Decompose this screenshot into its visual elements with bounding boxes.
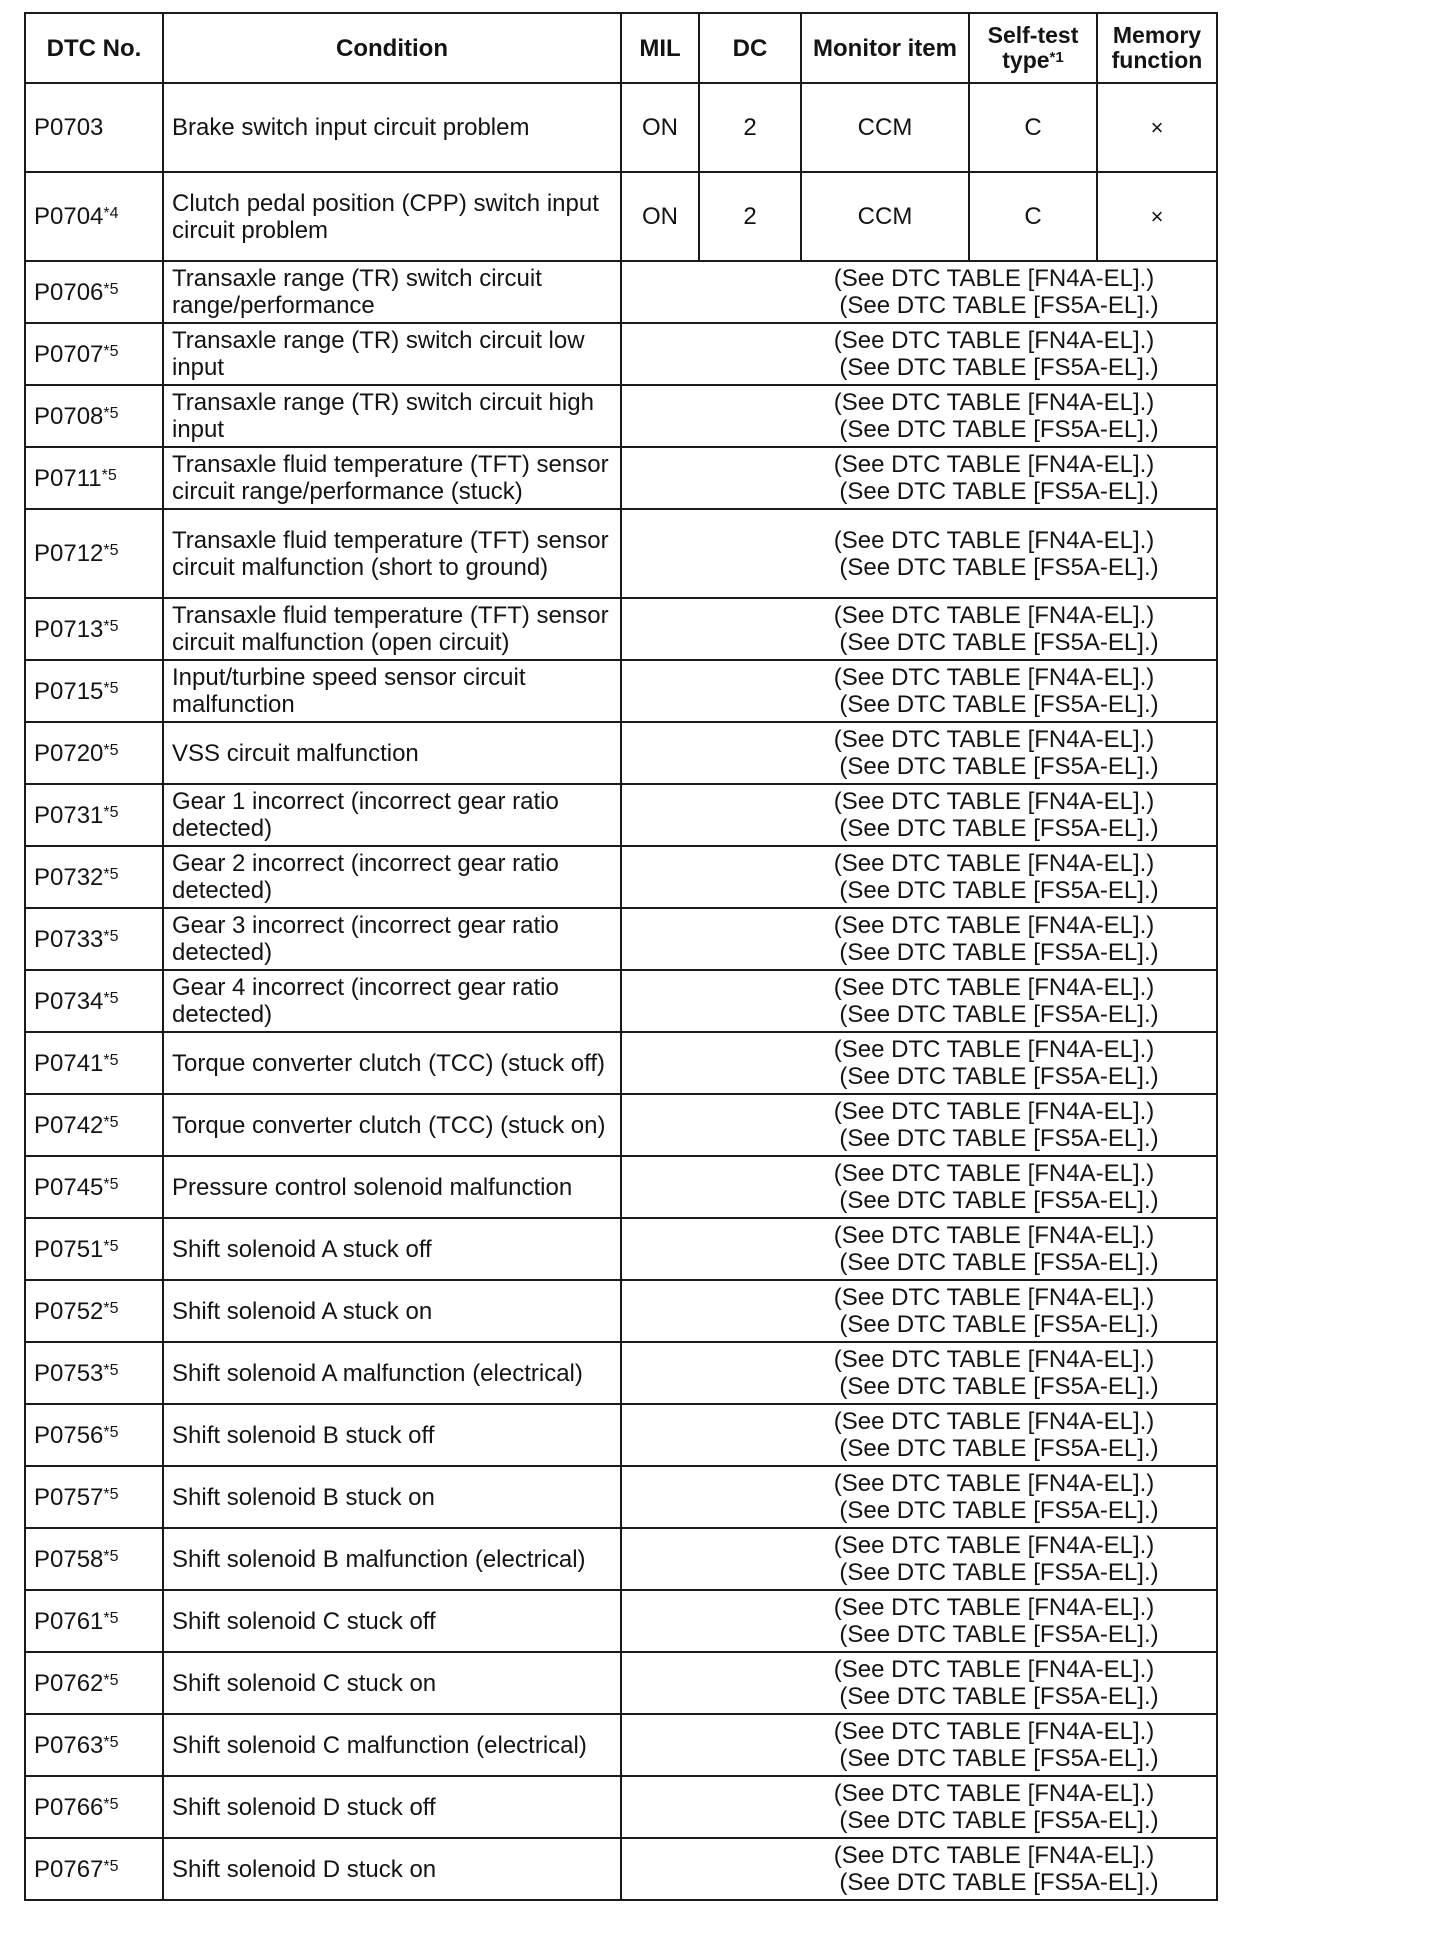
see-reference-cell [621,722,1217,784]
condition-cell: Transaxle fluid temperature (TFT) sensor circuit range/performance (stuck) [163,447,621,509]
dtc-code-text: P0756 [34,1421,104,1449]
dtc-code [25,722,163,784]
dtc-table [24,12,1218,1901]
see-reference-fn4a: (See DTC TABLE [FN4A-EL].) [833,1346,1155,1373]
see-reference-cell [621,660,1217,722]
table-row [25,261,1217,323]
dtc-code [25,970,163,1032]
see-reference-fs5a: (See DTC TABLE [FS5A-EL].) [839,1869,1159,1896]
dtc-footnote: *5 [103,1237,119,1255]
see-reference-cell [621,1218,1217,1280]
dtc-code [25,261,163,323]
dtc-footnote: *5 [103,865,119,883]
see-reference-cell [621,509,1217,598]
condition-cell: Shift solenoid A stuck off [163,1218,621,1280]
condition-cell: Shift solenoid C stuck on [163,1652,621,1714]
dtc-code [25,1714,163,1776]
see-reference-fs5a: (See DTC TABLE [FS5A-EL].) [839,1063,1159,1090]
condition-cell: Torque converter clutch (TCC) (stuck on) [163,1094,621,1156]
table-row [25,1590,1217,1652]
memory-function-cell: × [1097,172,1217,261]
header-row [25,13,1217,83]
condition-cell: Shift solenoid A malfunction (electrical) [163,1342,621,1404]
dtc-code [25,1652,163,1714]
see-reference-fs5a: (See DTC TABLE [FS5A-EL].) [839,1497,1159,1524]
see-reference-cell [621,1466,1217,1528]
see-reference-fn4a: (See DTC TABLE [FN4A-EL].) [833,974,1155,1001]
condition-cell: Input/turbine speed sensor circuit malfunction [163,660,621,722]
self-test-type-cell: C [969,172,1097,261]
dtc-code [25,1218,163,1280]
see-reference-fn4a: (See DTC TABLE [FN4A-EL].) [833,788,1155,815]
dtc-code-text: P0763 [34,1731,104,1759]
see-reference-fs5a: (See DTC TABLE [FS5A-EL].) [839,1249,1159,1276]
see-reference-fn4a: (See DTC TABLE [FN4A-EL].) [833,1842,1155,1869]
see-reference-cell [621,784,1217,846]
condition-cell: Shift solenoid B stuck off [163,1404,621,1466]
dtc-code [25,509,163,598]
condition-cell: Shift solenoid D stuck on [163,1838,621,1900]
dtc-code [25,1342,163,1404]
see-reference-fs5a: (See DTC TABLE [FS5A-EL].) [839,1373,1159,1400]
see-reference-fn4a: (See DTC TABLE [FN4A-EL].) [833,451,1155,478]
see-reference-cell [621,1280,1217,1342]
see-reference-fn4a: (See DTC TABLE [FN4A-EL].) [833,726,1155,753]
see-reference-fs5a: (See DTC TABLE [FS5A-EL].) [839,939,1159,966]
dtc-footnote: *5 [103,542,119,559]
table-row [25,908,1217,970]
table-row [25,1094,1217,1156]
table-row [25,1218,1217,1280]
header-self-test-note: *1 [1049,49,1064,66]
dtc-code [25,846,163,908]
dtc-footnote: *5 [103,1857,119,1875]
see-reference-fs5a: (See DTC TABLE [FS5A-EL].) [839,1621,1159,1648]
self-test-type-cell: C [969,83,1097,172]
dtc-code-text: P0753 [34,1359,104,1387]
see-reference-fs5a: (See DTC TABLE [FS5A-EL].) [839,1001,1159,1028]
header-condition: Condition [163,13,621,83]
table-header [25,13,1217,83]
dtc-code-text: P0704 [34,203,104,230]
see-reference-fn4a: (See DTC TABLE [FN4A-EL].) [833,1408,1155,1435]
see-reference-fn4a: (See DTC TABLE [FN4A-EL].) [833,327,1155,354]
dtc-footnote: *5 [103,1361,119,1379]
see-reference-cell [621,447,1217,509]
dtc-code-text: P0706 [34,278,104,306]
header-dtc-no: DTC No. [25,13,163,83]
see-reference-cell [621,1714,1217,1776]
see-reference-fn4a: (See DTC TABLE [FN4A-EL].) [833,1160,1155,1187]
condition-cell: Pressure control solenoid malfunction [163,1156,621,1218]
see-reference-fs5a: (See DTC TABLE [FS5A-EL].) [839,553,1159,581]
condition-cell: Gear 3 incorrect (incorrect gear ratio detected) [163,908,621,970]
table-row [25,1342,1217,1404]
condition-cell: Brake switch input circuit problem [163,83,621,172]
dtc-code-text: P0757 [34,1483,104,1511]
dtc-code [25,1776,163,1838]
table-row [25,1280,1217,1342]
dtc-code-text: P0742 [34,1111,104,1139]
memory-function-cell: × [1097,83,1217,172]
table-row [25,970,1217,1032]
dtc-code [25,1094,163,1156]
condition-cell: Shift solenoid B stuck on [163,1466,621,1528]
table-row [25,722,1217,784]
table-row [25,1528,1217,1590]
see-reference-cell [621,1528,1217,1590]
header-self-test-line1: Self-test [987,22,1079,48]
see-reference-cell [621,1590,1217,1652]
dtc-footnote: *5 [103,1547,119,1565]
dtc-code [25,598,163,660]
table-row [25,846,1217,908]
see-reference-fs5a: (See DTC TABLE [FS5A-EL].) [839,1559,1159,1586]
dtc-footnote: *5 [103,1299,119,1317]
header-dc: DC [699,13,801,83]
dtc-code [25,660,163,722]
see-reference-fn4a: (See DTC TABLE [FN4A-EL].) [833,912,1155,939]
see-reference-fn4a: (See DTC TABLE [FN4A-EL].) [833,1036,1155,1063]
table-row [25,385,1217,447]
see-reference-cell [621,385,1217,447]
dtc-code-text: P0745 [34,1173,104,1201]
condition-cell: Transaxle fluid temperature (TFT) sensor circuit malfunction (open circuit) [163,598,621,660]
header-memory-function [1097,13,1217,83]
see-reference-fs5a: (See DTC TABLE [FS5A-EL].) [839,1435,1159,1462]
dtc-code [25,385,163,447]
see-reference-cell [621,1404,1217,1466]
see-reference-cell [621,261,1217,323]
header-memory-line2: function [1111,47,1203,73]
dtc-footnote: *5 [103,342,119,360]
table-row [25,1466,1217,1528]
dtc-code [25,1280,163,1342]
dtc-footnote: *5 [101,466,117,484]
dtc-footnote: *5 [103,989,119,1007]
dtc-footnote: *5 [103,1113,119,1131]
header-self-test-type [969,13,1097,83]
see-reference-fs5a: (See DTC TABLE [FS5A-EL].) [839,1745,1159,1772]
dtc-code [25,1032,163,1094]
see-reference-fn4a: (See DTC TABLE [FN4A-EL].) [833,664,1155,691]
see-reference-cell [621,970,1217,1032]
see-reference-fs5a: (See DTC TABLE [FS5A-EL].) [839,416,1159,443]
table-row [25,323,1217,385]
see-reference-cell [621,908,1217,970]
dtc-footnote: *5 [103,1423,119,1441]
dtc-footnote: *4 [103,205,119,222]
table-row [25,509,1217,598]
condition-cell: Shift solenoid A stuck on [163,1280,621,1342]
dtc-code-text: P0715 [34,677,104,705]
see-reference-cell [621,846,1217,908]
dtc-code-text: P0713 [34,615,104,643]
dtc-code-text: P0733 [34,925,104,953]
condition-cell: Transaxle range (TR) switch circuit high input [163,385,621,447]
dtc-footnote: *5 [103,1175,119,1193]
dtc-code-text: P0711 [34,464,102,492]
see-reference-fs5a: (See DTC TABLE [FS5A-EL].) [839,1125,1159,1152]
dtc-code-text: P0734 [34,987,104,1015]
condition-cell: Transaxle range (TR) switch circuit range/performance [163,261,621,323]
see-reference-fn4a: (See DTC TABLE [FN4A-EL].) [833,1594,1155,1621]
table-row [25,660,1217,722]
condition-cell: Gear 1 incorrect (incorrect gear ratio detected) [163,784,621,846]
see-reference-cell [621,323,1217,385]
table-row [25,1404,1217,1466]
see-reference-fn4a: (See DTC TABLE [FN4A-EL].) [833,1470,1155,1497]
see-reference-cell [621,1652,1217,1714]
see-reference-cell [621,598,1217,660]
table-body [25,83,1217,1900]
dtc-code [25,172,163,261]
dtc-code [25,1528,163,1590]
mil-cell: ON [621,172,699,261]
see-reference-cell [621,1032,1217,1094]
header-monitor-item: Monitor item [801,13,969,83]
see-reference-fs5a: (See DTC TABLE [FS5A-EL].) [839,1683,1159,1710]
see-reference-fn4a: (See DTC TABLE [FN4A-EL].) [833,1780,1155,1807]
dtc-footnote: *5 [103,1051,119,1069]
see-reference-cell [621,1838,1217,1900]
dtc-footnote: *5 [103,617,119,635]
condition-cell: Shift solenoid C stuck off [163,1590,621,1652]
dtc-code [25,1156,163,1218]
dtc-code-text: P0741 [34,1049,104,1077]
see-reference-cell [621,1156,1217,1218]
see-reference-fn4a: (See DTC TABLE [FN4A-EL].) [833,1284,1155,1311]
dc-cell: 2 [699,172,801,261]
see-reference-fn4a: (See DTC TABLE [FN4A-EL].) [833,850,1155,877]
table-row [25,83,1217,172]
dtc-code [25,83,163,172]
see-reference-cell [621,1342,1217,1404]
condition-cell: Shift solenoid D stuck off [163,1776,621,1838]
see-reference-fs5a: (See DTC TABLE [FS5A-EL].) [839,1807,1159,1834]
dtc-code-text: P0761 [34,1607,104,1635]
condition-cell: Gear 4 incorrect (incorrect gear ratio detected) [163,970,621,1032]
header-self-test-line2: type [1002,47,1050,73]
see-reference-fn4a: (See DTC TABLE [FN4A-EL].) [833,1098,1155,1125]
table-row [25,598,1217,660]
condition-cell: Transaxle range (TR) switch circuit low input [163,323,621,385]
dtc-code [25,908,163,970]
dtc-code-text: P0707 [34,340,104,368]
condition-cell: Transaxle fluid temperature (TFT) sensor circuit malfunction (short to ground) [163,509,621,598]
dtc-code-text: P0720 [34,739,104,767]
see-reference-fs5a: (See DTC TABLE [FS5A-EL].) [839,691,1159,718]
see-reference-cell [621,1094,1217,1156]
dtc-code [25,447,163,509]
see-reference-fs5a: (See DTC TABLE [FS5A-EL].) [839,354,1159,381]
dtc-code-text: P0751 [34,1235,104,1263]
header-memory-line1: Memory [1112,22,1202,48]
see-reference-fs5a: (See DTC TABLE [FS5A-EL].) [839,292,1159,319]
table-row [25,447,1217,509]
condition-cell: Shift solenoid B malfunction (electrical) [163,1528,621,1590]
table-row [25,172,1217,261]
dtc-code [25,1404,163,1466]
table-row [25,1776,1217,1838]
condition-cell: Clutch pedal position (CPP) switch input circuit problem [163,172,621,261]
table-row [25,1156,1217,1218]
table-row [25,1652,1217,1714]
condition-cell: Gear 2 incorrect (incorrect gear ratio detected) [163,846,621,908]
see-reference-fn4a: (See DTC TABLE [FN4A-EL].) [833,526,1155,554]
see-reference-fn4a: (See DTC TABLE [FN4A-EL].) [833,389,1155,416]
see-reference-fs5a: (See DTC TABLE [FS5A-EL].) [839,815,1159,842]
dtc-footnote: *5 [103,679,119,697]
see-reference-cell [621,1776,1217,1838]
dtc-code [25,1466,163,1528]
dtc-footnote: *5 [103,280,119,298]
see-reference-fn4a: (See DTC TABLE [FN4A-EL].) [833,602,1155,629]
table-row [25,1838,1217,1900]
mil-cell: ON [621,83,699,172]
see-reference-fs5a: (See DTC TABLE [FS5A-EL].) [839,1311,1159,1338]
dtc-code [25,1838,163,1900]
condition-cell: Torque converter clutch (TCC) (stuck off) [163,1032,621,1094]
dtc-footnote: *5 [103,803,119,821]
dtc-code-text: P0762 [34,1669,104,1697]
monitor-item-cell: CCM [801,83,969,172]
see-reference-fn4a: (See DTC TABLE [FN4A-EL].) [833,1222,1155,1249]
dtc-footnote: *5 [103,1485,119,1503]
monitor-item-cell: CCM [801,172,969,261]
table-row [25,784,1217,846]
dtc-code [25,1590,163,1652]
dtc-code-text: P0752 [34,1297,104,1325]
dtc-code [25,784,163,846]
dtc-footnote: *5 [103,741,119,759]
condition-cell: Shift solenoid C malfunction (electrical) [163,1714,621,1776]
dtc-code-text: P0732 [34,863,104,891]
dtc-code-text: P0731 [34,801,104,829]
dtc-code-text: P0767 [34,1855,104,1883]
dtc-code-text: P0712 [34,540,104,567]
header-mil: MIL [621,13,699,83]
see-reference-fn4a: (See DTC TABLE [FN4A-EL].) [833,1718,1155,1745]
condition-cell: VSS circuit malfunction [163,722,621,784]
dtc-footnote: *5 [103,1733,119,1751]
see-reference-fn4a: (See DTC TABLE [FN4A-EL].) [833,1532,1155,1559]
see-reference-fs5a: (See DTC TABLE [FS5A-EL].) [839,478,1159,505]
dtc-footnote: *5 [103,404,119,422]
dtc-footnote: *5 [103,927,119,945]
dtc-code [25,323,163,385]
dtc-code-text: P0708 [34,402,104,430]
dtc-code-text: P0758 [34,1545,104,1573]
dtc-footnote: *5 [103,1795,119,1813]
dtc-footnote: *5 [103,1671,119,1689]
dtc-footnote: *5 [103,1609,119,1627]
see-reference-fn4a: (See DTC TABLE [FN4A-EL].) [833,265,1155,292]
dc-cell: 2 [699,83,801,172]
see-reference-fs5a: (See DTC TABLE [FS5A-EL].) [839,629,1159,656]
dtc-code-text: P0766 [34,1793,104,1821]
see-reference-fs5a: (See DTC TABLE [FS5A-EL].) [839,1187,1159,1214]
table-row [25,1032,1217,1094]
see-reference-fn4a: (See DTC TABLE [FN4A-EL].) [833,1656,1155,1683]
dtc-code-text: P0703 [34,114,104,141]
see-reference-fs5a: (See DTC TABLE [FS5A-EL].) [839,877,1159,904]
see-reference-fs5a: (See DTC TABLE [FS5A-EL].) [839,753,1159,780]
table-row [25,1714,1217,1776]
